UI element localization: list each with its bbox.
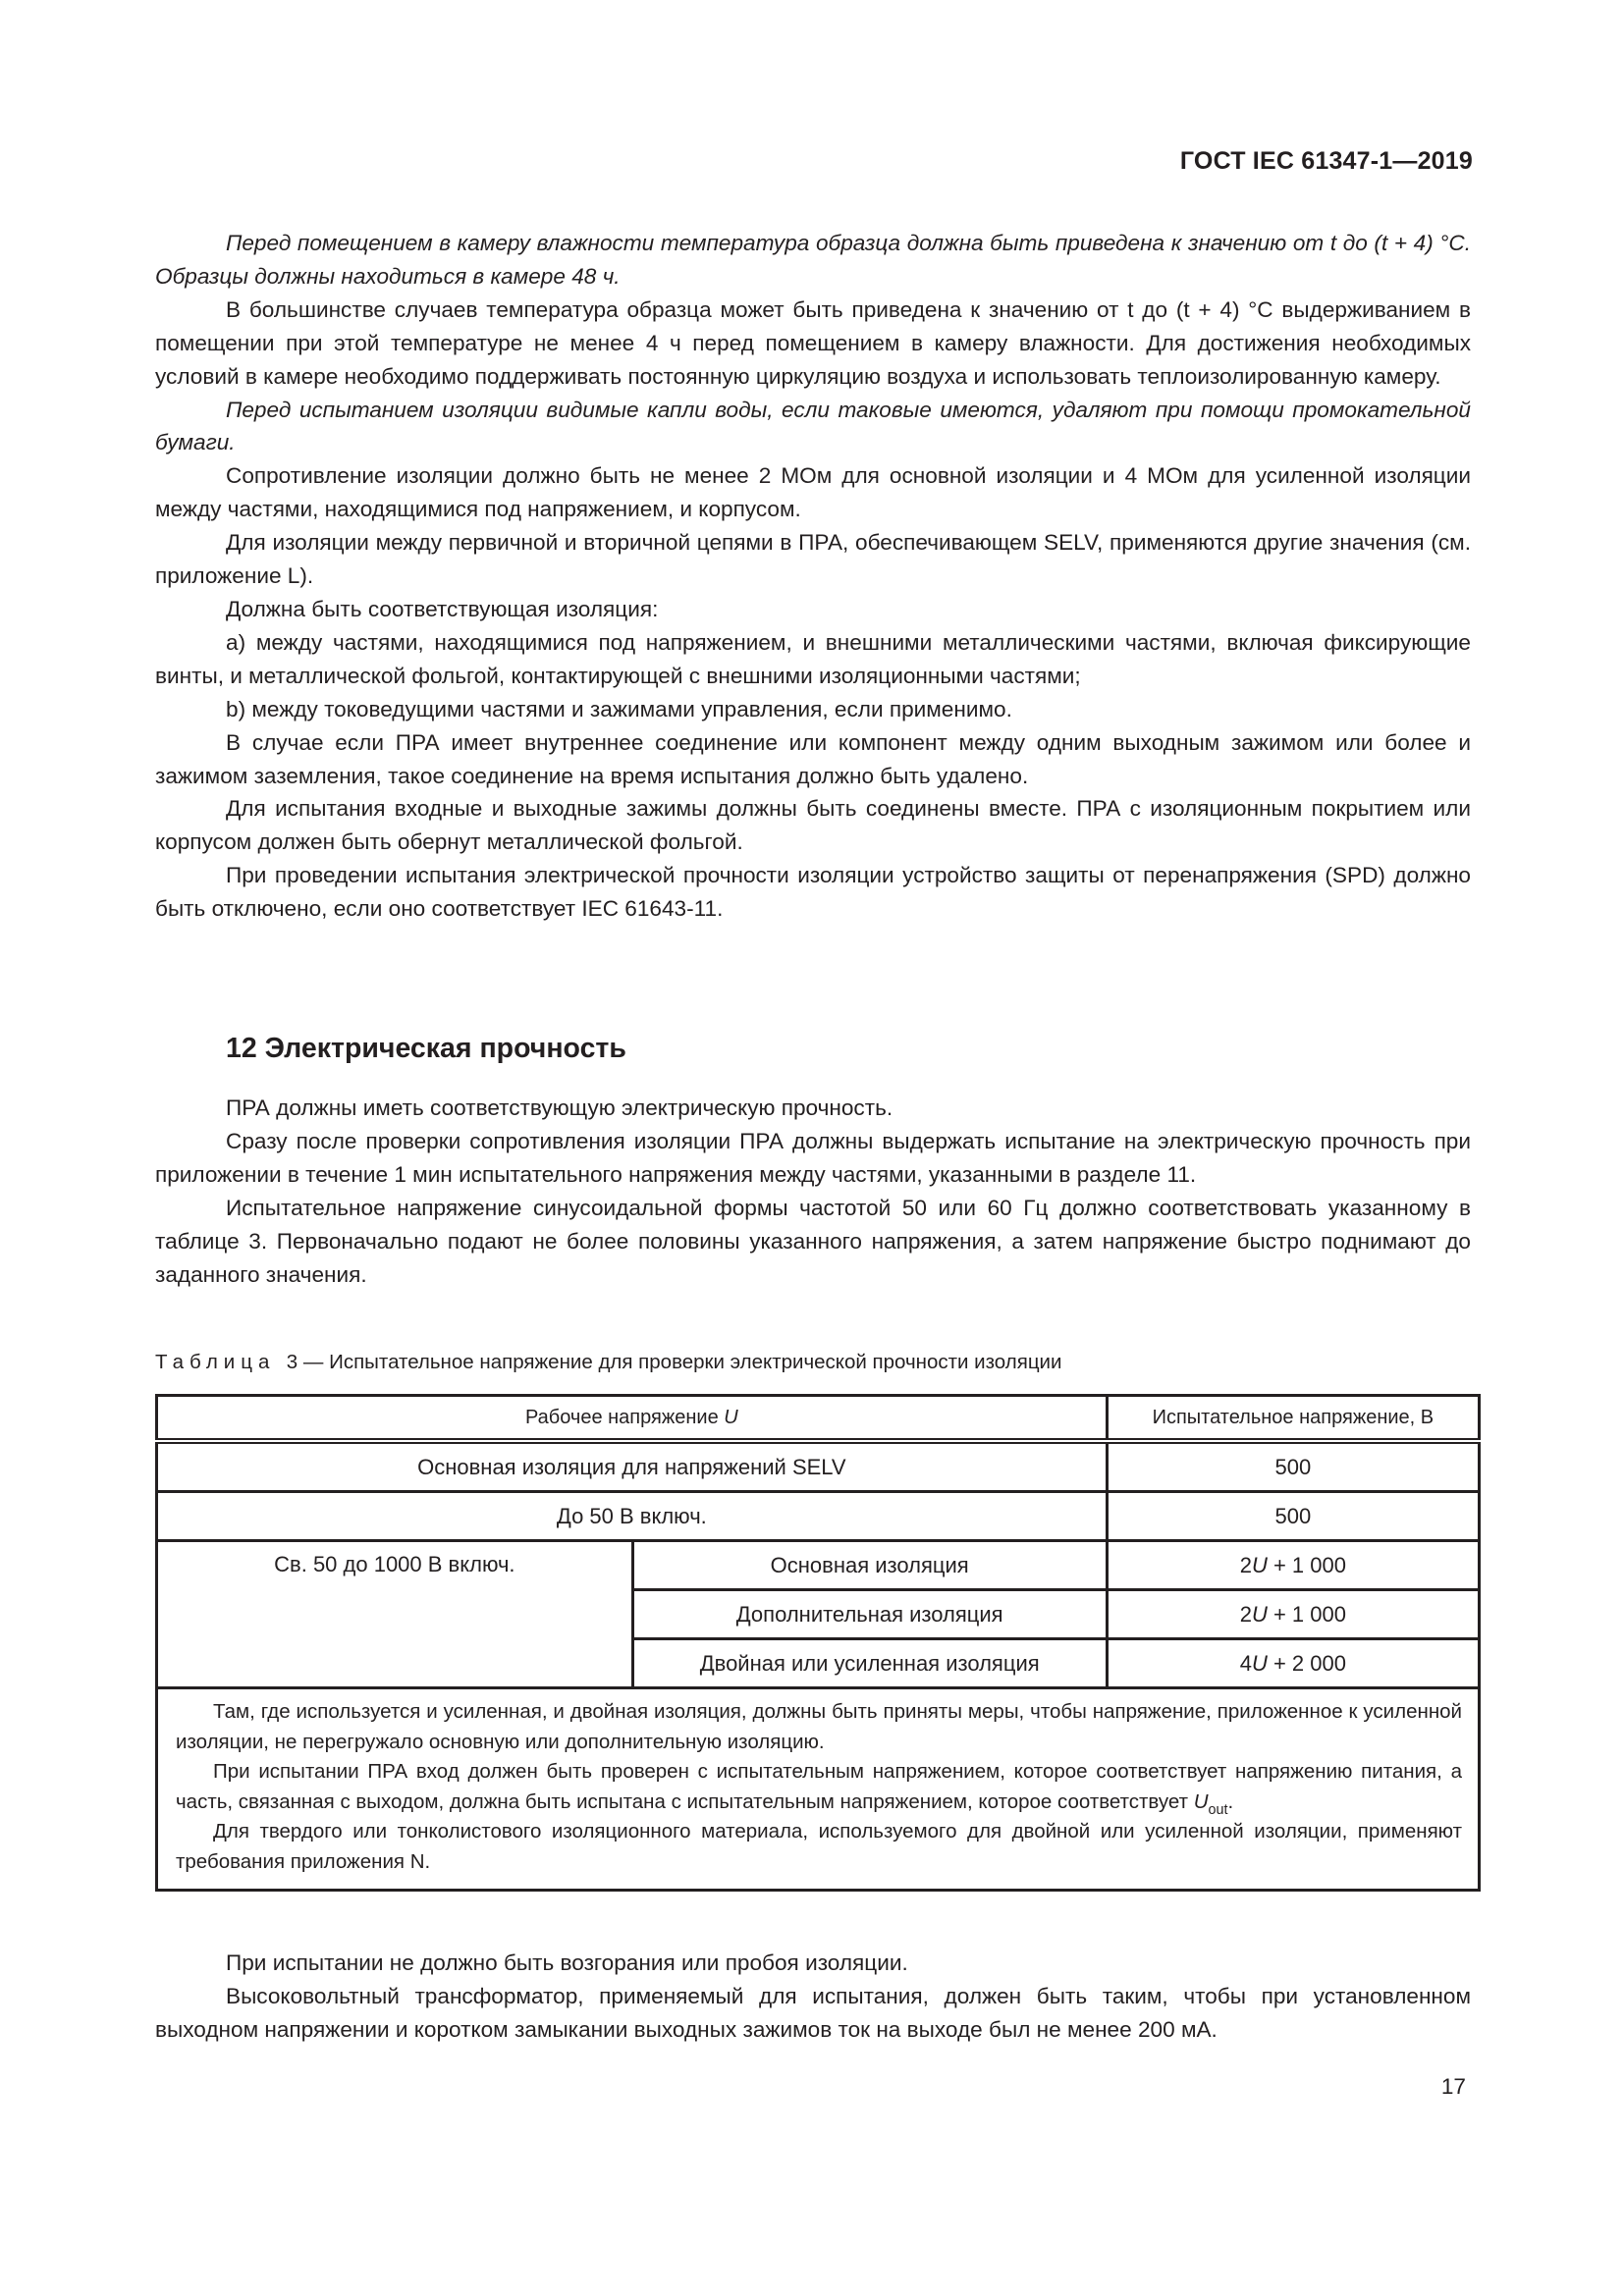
closing-text-block — [155, 1947, 1471, 2047]
table-row — [157, 1492, 1480, 1541]
list-item-a: a) между частями, находящимися под напряжением, и внешними металлическими частями, включая фиксирующие винты, и металлической фольгой, контактирующей с внешними изоляционными частями; — [155, 629, 1471, 688]
cell-test-voltage: 500 — [1107, 1441, 1479, 1492]
paragraph-electric-strength: ПРА должны иметь соответствующую электрическую прочность. — [226, 1095, 893, 1120]
paragraph-transformer-requirement: Высоковольтный трансформатор, применяемый для испытания, должен быть таким, чтобы при установленном выходном напряжении и коротком замыкании выходных зажимов ток на выходе был не менее 200 мА. — [155, 1983, 1471, 2042]
paragraph-terminals-connected: Для испытания входные и выходные зажимы должны быть соединены вместе. ПРА с изоляционным покрытием или корпусом должен быть обернут металлической фольгой. — [155, 796, 1471, 855]
cell-insulation-type: Дополнительная изоляция — [632, 1590, 1107, 1639]
intro-text-block — [155, 227, 1471, 926]
table-note-input-output-test: При испытании ПРА вход должен быть проверен с испытательным напряжением, которое соответствует напряжению питания, а часть, связанная с выходом, должна быть испытана с испытательным напряжением, которое соответствует $U_{out}$. — [176, 1760, 1462, 1818]
table-caption-number: 3 — [286, 1351, 298, 1373]
table-note-annex-n: Для твердого или тонколистового изоляционного материала, используемого для двойной или усиленной изоляции, применяют требования приложения N. — [176, 1820, 1462, 1873]
paragraph-test-after-resistance: Сразу после проверки сопротивления изоляции ПРА должны выдержать испытание на электрическую прочность при приложении в течение 1 мин испытательного напряжения между частями, указанными в разделе 11. — [155, 1128, 1471, 1187]
cell-insulation-type: Двойная или усиленная изоляция — [632, 1639, 1107, 1688]
document-standard-id: ГОСТ IEC 61347-1—2019 — [1179, 147, 1473, 175]
paragraph-water-drops-note: Перед испытанием изоляции видимые капли воды, если таковые имеются, удаляют при помощи промокательной бумаги. — [155, 397, 1471, 455]
paragraph-no-breakdown: При испытании не должно быть возгорания или пробоя изоляции. — [226, 1950, 908, 1975]
paragraph-humidity-chamber-note: Перед помещением в камеру влажности температура образца должна быть приведена к значению от t до (t + 4) °С. Образцы должны находиться в камере 48 ч. — [155, 231, 1471, 289]
cell-working-voltage: Основная изоляция для напряжений SELV — [157, 1441, 1108, 1492]
table-row — [157, 1541, 1480, 1590]
test-voltage-table — [155, 1394, 1481, 1892]
cell-working-voltage: До 50 В включ. — [157, 1492, 1108, 1541]
page-number: 17 — [1440, 2074, 1466, 2099]
table-notes — [157, 1688, 1480, 1891]
paragraph-temperature-conditioning: В большинстве случаев температура образца может быть приведена к значению от t до (t + 4) °С выдерживанием в помещении при этой температуре не менее 4 ч перед помещением в камеру влажности. Для достижения необходимых условий в камере необходимо поддерживать постоянную циркуляцию воздуха и использовать теплоизолированную камеру. — [155, 296, 1471, 389]
section-heading: 12 Электрическая прочность — [226, 1033, 626, 1064]
header-working-voltage: Рабочее напряжение U — [157, 1396, 1108, 1442]
cell-test-voltage-formula: 4U + 2 000 — [1107, 1639, 1479, 1688]
cell-test-voltage-formula: 2U + 1 000 — [1107, 1590, 1479, 1639]
section-text-block — [155, 1092, 1471, 1291]
table-notes-row — [157, 1688, 1480, 1891]
paragraph-internal-connection: В случае если ПРА имеет внутреннее соединение или компонент между одним выходным зажимом или более и зажимом заземления, такое соединение на время испытания должно быть удалено. — [155, 729, 1471, 788]
table-caption — [155, 1351, 1061, 1374]
cell-test-voltage-formula: 2U + 1 000 — [1107, 1541, 1479, 1590]
cell-voltage-range: Св. 50 до 1000 В включ. — [157, 1541, 633, 1688]
cell-insulation-type: Основная изоляция — [632, 1541, 1107, 1590]
cell-test-voltage: 500 — [1107, 1492, 1479, 1541]
table-caption-text: — Испытательное напряжение для проверки электрической прочности изоляции — [302, 1351, 1062, 1373]
paragraph-insulation-required: Должна быть соответствующая изоляция: — [226, 596, 659, 621]
table-caption-label: Таблица — [155, 1351, 276, 1373]
table-row — [157, 1441, 1480, 1492]
paragraph-selv-insulation: Для изоляции между первичной и вторичной цепями в ПРА, обеспечивающем SELV, применяются другие значения (см. приложение L). — [155, 530, 1471, 589]
paragraph-test-voltage-waveform: Испытательное напряжение синусоидальной формы частотой 50 или 60 Гц должно соответствовать указанному в таблице 3. Первоначально подают не более половины указанного напряжения, а затем напряжение быстро поднимают до заданного значения. — [155, 1195, 1471, 1287]
table-header-row — [157, 1396, 1480, 1442]
table-note-reinforced-insulation: Там, где используется и усиленная, и двойная изоляция, должны быть приняты меры, чтобы напряжение, приложенное к усиленной изоляции, не перегружало основную или дополнительную изоляцию. — [176, 1700, 1462, 1753]
list-item-b: b) между токоведущими частями и зажимами управления, если применимо. — [226, 696, 1012, 721]
paragraph-insulation-resistance: Сопротивление изоляции должно быть не менее 2 МОм для основной изоляции и 4 МОм для усиленной изоляции между частями, находящимися под напряжением, и корпусом. — [155, 463, 1471, 522]
header-test-voltage: Испытательное напряжение, В — [1107, 1396, 1479, 1442]
paragraph-spd-disconnected: При проведении испытания электрической прочности изоляции устройство защиты от перенапряжения (SPD) должно быть отключено, если оно соответствует IEC 61643-11. — [155, 863, 1471, 922]
